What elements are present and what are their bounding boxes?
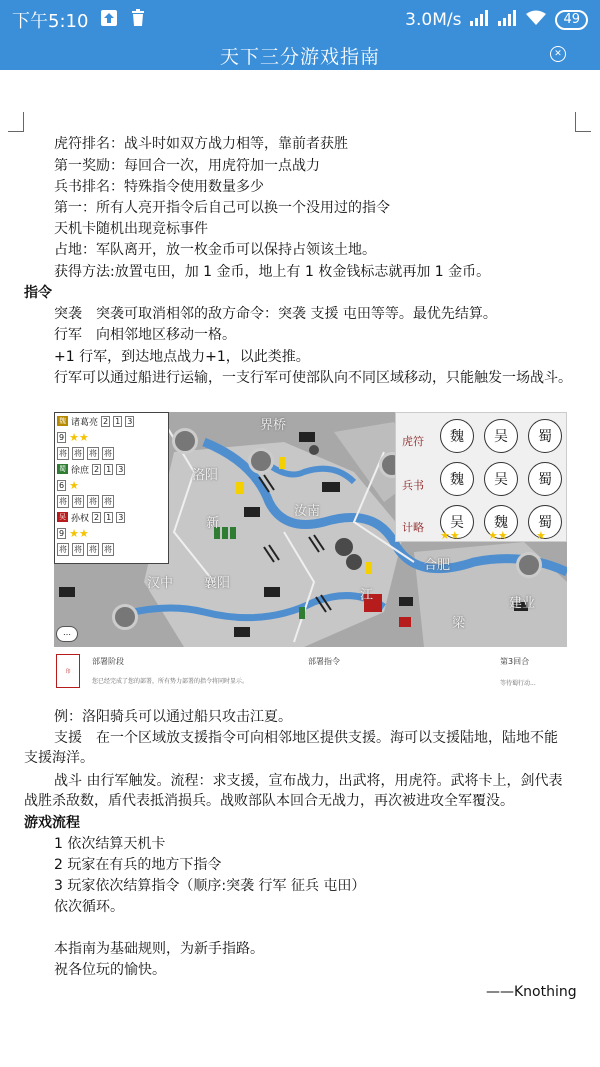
map-label: 新 — [206, 516, 220, 531]
doc-line: 第一奖励：每回合一次，用虎符加一点战力 — [54, 158, 320, 174]
stat-value: 2 — [94, 464, 100, 474]
card-slot: 将 — [59, 496, 67, 506]
card-slot: 将 — [89, 544, 97, 554]
close-circle-icon[interactable]: ✕ — [550, 46, 566, 62]
stat-value: 2 — [103, 416, 109, 426]
player-name: 孙权 — [71, 513, 90, 524]
ranking-panel — [395, 412, 567, 542]
faction-token: 吴 — [440, 505, 474, 539]
game-status-bar — [54, 648, 567, 692]
star-icon: ★★ — [69, 430, 89, 444]
faction-token: 蜀 — [528, 419, 562, 453]
card-slot: 将 — [89, 496, 97, 506]
stat-value: 6 — [59, 480, 65, 490]
city-marker[interactable] — [516, 552, 542, 578]
player-row — [55, 429, 168, 445]
doc-line: 行军可以通过船进行运输，一支行军可使部队向不同区域移动，只能触发一场战斗。 — [54, 370, 572, 386]
track-label: 兵书 — [402, 479, 424, 492]
doc-line: 第一：所有人亮开指令后自己可以换一个没用过的指令 — [54, 200, 390, 216]
map-label: 合肥 — [424, 558, 451, 573]
star-icon: ★★ — [488, 529, 508, 542]
faction-token: 蜀 — [528, 462, 562, 496]
stat-value: 1 — [106, 464, 112, 474]
map-label: 汉中 — [147, 576, 174, 591]
card-slot: 将 — [104, 448, 112, 458]
stat-value: 3 — [127, 416, 133, 426]
signal-icon — [469, 10, 489, 31]
section-heading: 指令 — [24, 285, 52, 301]
faction-token: 蜀 — [528, 505, 562, 539]
city-marker[interactable] — [112, 604, 138, 630]
network-speed: 3.0M/s — [405, 10, 462, 30]
doc-line: +1 行军，到达地点战力+1，以此类推。 — [54, 349, 310, 365]
faction-token: 魏 — [484, 505, 518, 539]
faction-badge: 蜀 — [59, 465, 66, 473]
faction-token: 魏 — [440, 462, 474, 496]
signal-icon — [497, 10, 517, 31]
map-label: 汝南 — [294, 504, 321, 519]
player-row — [55, 525, 168, 541]
player-row — [55, 493, 168, 509]
stat-value: 9 — [59, 528, 65, 538]
map-label: 建业 — [509, 596, 536, 611]
doc-line: 祝各位玩的愉快。 — [54, 962, 166, 978]
player-name: 诸葛亮 — [71, 417, 99, 428]
phase-hint: 您已经完成了您的部署，所有势力部署的指令将同时显示。 — [92, 678, 249, 685]
doc-paragraph: 支援 在一个区域放支援指令可向相邻地区提供支援。海可以支援陆地，陆地不能支援海洋。 — [24, 730, 558, 766]
section-heading: 游戏流程 — [24, 815, 80, 831]
card-slot: 将 — [104, 544, 112, 554]
player-row — [55, 461, 168, 477]
faction-grid — [440, 419, 564, 539]
doc-paragraph: 战斗 由行军触发。流程：求支援，宣布战力，出武将，用虎符。武将卡上，剑代表战胜杀敌数，盾代表抵消损兵。战败部队本回合无战力，再次被进攻全军覆没。 — [24, 773, 563, 809]
chat-icon[interactable]: … — [56, 626, 78, 642]
player-row — [55, 413, 168, 429]
phase-label: 部署阶段 — [92, 657, 124, 666]
doc-line: 虎符排名：战斗时如双方战力相等，靠前者获胜 — [54, 136, 348, 152]
wifi-icon — [525, 10, 547, 31]
faction-token: 魏 — [440, 419, 474, 453]
map-label: 江 — [360, 588, 374, 603]
track-label: 虎符 — [402, 435, 424, 448]
card-slot: 将 — [74, 544, 82, 554]
star-icon: ★★ — [440, 529, 460, 542]
player-row — [55, 477, 168, 493]
player-panel — [54, 412, 169, 564]
stat-value: 1 — [106, 512, 112, 522]
map-label: 梁 — [452, 616, 466, 631]
doc-line: 兵书排名：特殊指令使用数量多少 — [54, 179, 264, 195]
star-icon: ★★ — [69, 526, 89, 540]
stat-value: 2 — [94, 512, 100, 522]
battery-icon: 49 — [555, 10, 588, 30]
doc-line: 依次循环。 — [54, 899, 124, 915]
stat-value: 9 — [59, 432, 65, 442]
card-slot: 将 — [74, 496, 82, 506]
crop-mark-left — [8, 112, 24, 132]
round-label: 第3回合 — [500, 657, 530, 666]
clock: 下午5:10 — [12, 11, 89, 32]
map-label: 洛阳 — [192, 468, 219, 483]
crop-mark-right — [575, 112, 591, 132]
card-slot: 将 — [89, 448, 97, 458]
seal-stamp: 印 — [56, 654, 80, 688]
doc-line: 例：洛阳骑兵可以通过船只攻击江夏。 — [54, 709, 292, 725]
faction-badge: 吴 — [59, 513, 66, 521]
trash-icon — [130, 9, 146, 32]
status-bar — [0, 0, 600, 40]
star-icon: ★ — [536, 529, 546, 542]
player-row — [55, 541, 168, 557]
star-icon: ★ — [69, 478, 79, 492]
faction-token: 吴 — [484, 462, 518, 496]
track-label: 计略 — [402, 521, 424, 534]
city-marker[interactable] — [172, 428, 198, 454]
map-label: 襄阳 — [204, 576, 231, 591]
doc-line: 2 玩家在有兵的地方下指令 — [54, 857, 222, 873]
city-marker[interactable] — [248, 448, 274, 474]
orders-label: 部署指令 — [308, 657, 340, 666]
doc-line: 3 玩家依次结算指令（顺序:突袭 行军 征兵 屯田） — [54, 878, 366, 894]
doc-line: 突袭 突袭可取消相邻的敌方命令：突袭 支援 屯田等等。最优先结算。 — [54, 306, 497, 322]
doc-line: 获得方法:放置屯田，加 1 金币，地上有 1 枚金钱标志就再加 1 金币。 — [54, 264, 491, 280]
player-row — [55, 509, 168, 525]
doc-line: 1 依次结算天机卡 — [54, 836, 166, 852]
app-bar — [0, 40, 600, 70]
faction-badge: 魏 — [59, 417, 66, 425]
card-slot: 将 — [59, 544, 67, 554]
card-slot: 将 — [59, 448, 67, 458]
card-slot: 将 — [104, 496, 112, 506]
player-name: 徐庶 — [71, 465, 90, 476]
stat-value: 3 — [118, 512, 124, 522]
wait-label: 等待蜀行动... — [500, 680, 536, 687]
app-title: 天下三分游戏指南 — [219, 45, 380, 68]
stat-value: 1 — [115, 416, 121, 426]
doc-line: 占地：军队离开，放一枚金币可以保持占领该土地。 — [54, 242, 376, 258]
map-label: 界桥 — [260, 418, 287, 433]
upload-icon — [100, 9, 118, 32]
card-slot: 将 — [74, 448, 82, 458]
signature: ——Knothing — [486, 984, 577, 1000]
doc-line: 本指南为基础规则，为新手指路。 — [54, 941, 264, 957]
game-screenshot — [54, 412, 567, 647]
doc-line: 行军 向相邻地区移动一格。 — [54, 327, 236, 343]
faction-token: 吴 — [484, 419, 518, 453]
stat-value: 3 — [118, 464, 124, 474]
doc-line: 天机卡随机出现竞标事件 — [54, 221, 208, 237]
player-row — [55, 445, 168, 461]
